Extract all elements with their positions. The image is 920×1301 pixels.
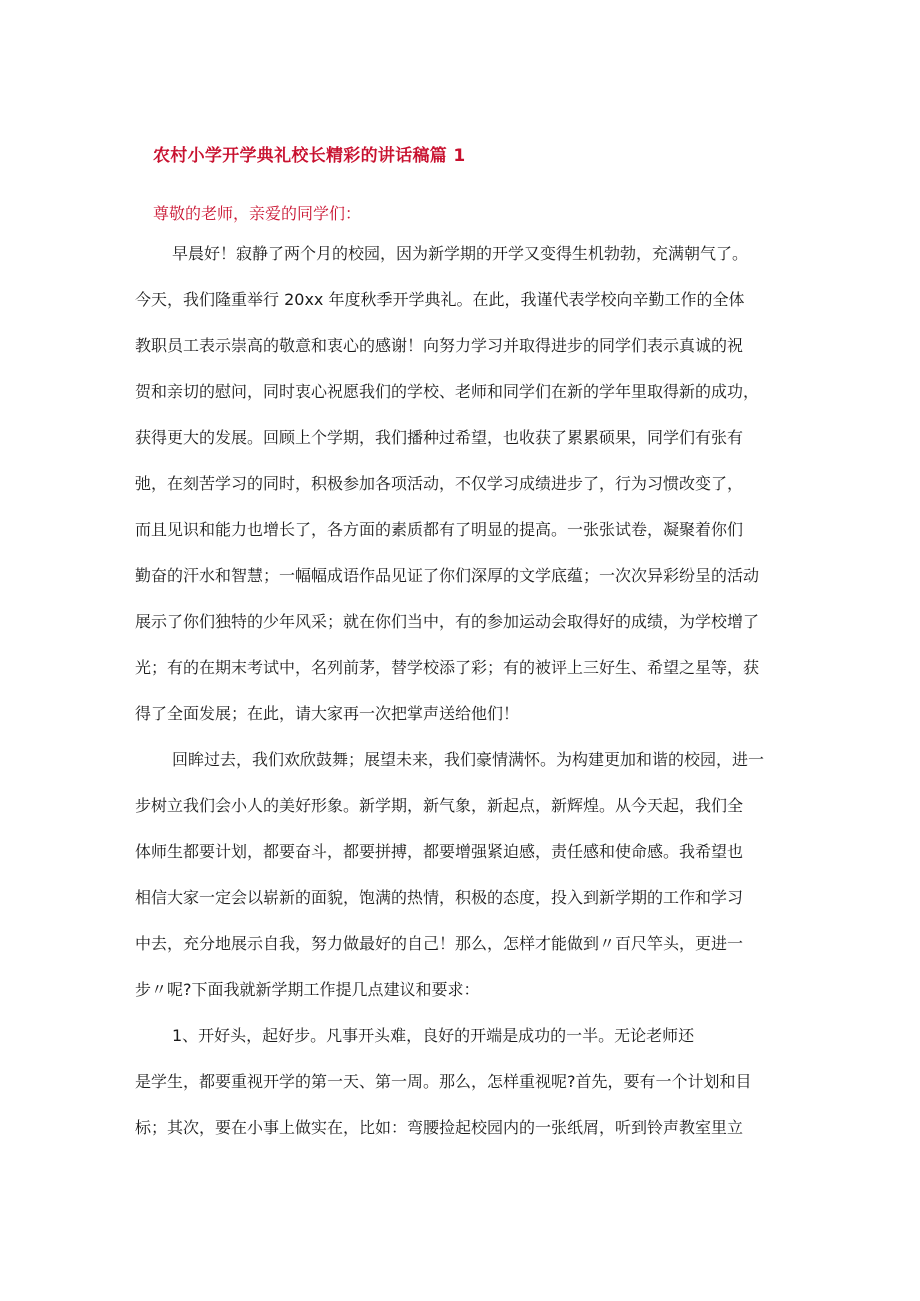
text-line: 相信大家一定会以崭新的面貌，饱满的热情，积极的态度，投入到新学期的工作和学习 <box>135 888 744 907</box>
text-line: 今天，我们隆重举行 20xx 年度秋季开学典礼。在此，我谨代表学校向辛勤工作的全体 <box>135 290 745 309</box>
text-line: 展示了你们独特的少年风采；就在你们当中，有的参加运动会取得好的成绩，为学校增了 <box>135 612 760 631</box>
text-line: 光；有的在期末考试中，名列前茅，替学校添了彩；有的被评上三好生、希望之星等，获 <box>135 658 760 677</box>
text-line: 体师生都要计划，都要奋斗，都要拼搏，都要增强紧迫感，责任感和使命感。我希望也 <box>135 842 744 861</box>
text-line: 步〃呢?下面我就新学期工作提几点建议和要求： <box>135 980 480 999</box>
text-line: 早晨好！寂静了两个月的校园，因为新学期的开学又变得生机勃勃，充满朝气了。 <box>172 244 749 263</box>
text-line: 教职员工表示崇高的敬意和衷心的感谢！向努力学习并取得进步的同学们表示真诚的祝 <box>135 336 744 355</box>
text-line: 得了全面发展；在此，请大家再一次把掌声送给他们！ <box>135 704 520 723</box>
text-line: 步树立我们会小人的美好形象。新学期，新气象，新起点，新辉煌。从今天起，我们全 <box>135 796 744 815</box>
text-line: 是学生，都要重视开学的第一天、第一周。那么，怎样重视呢?首先，要有一个计划和目 <box>135 1072 752 1091</box>
greeting: 尊敬的老师，亲爱的同学们： <box>153 204 362 223</box>
text-line: 1、开好头，起好步。凡事开头难，良好的开端是成功的一半。无论老师还 <box>172 1026 695 1045</box>
text-line: 中去，充分地展示自我，努力做最好的自己！那么，怎样才能做到〃百尺竿头，更进一 <box>135 934 744 953</box>
text-line: 弛，在刻苦学习的同时，积极参加各项活动，不仅学习成绩进步了，行为习惯改变了， <box>135 474 744 493</box>
text-line: 获得更大的发展。回顾上个学期，我们播种过希望，也收获了累累硕果，同学们有张有 <box>135 428 744 447</box>
text-line: 贺和亲切的慰问，同时衷心祝愿我们的学校、老师和同学们在新的学年里取得新的成功， <box>135 382 760 401</box>
text-line: 回眸过去，我们欢欣鼓舞；展望未来，我们豪情满怀。为构建更加和谐的校园，进一 <box>172 750 765 769</box>
document-title: 农村小学开学典礼校长精彩的讲话稿篇 1 <box>153 146 466 166</box>
text-line: 勤奋的汗水和智慧；一幅幅成语作品见证了你们深厚的文学底蕴；一次次异彩纷呈的活动 <box>135 566 760 585</box>
text-line: 而且见识和能力也增长了，各方面的素质都有了明显的提高。一张张试卷，凝聚着你们 <box>135 520 744 539</box>
text-line: 标；其次，要在小事上做实在，比如：弯腰捡起校园内的一张纸屑，听到铃声教室里立 <box>135 1118 744 1137</box>
